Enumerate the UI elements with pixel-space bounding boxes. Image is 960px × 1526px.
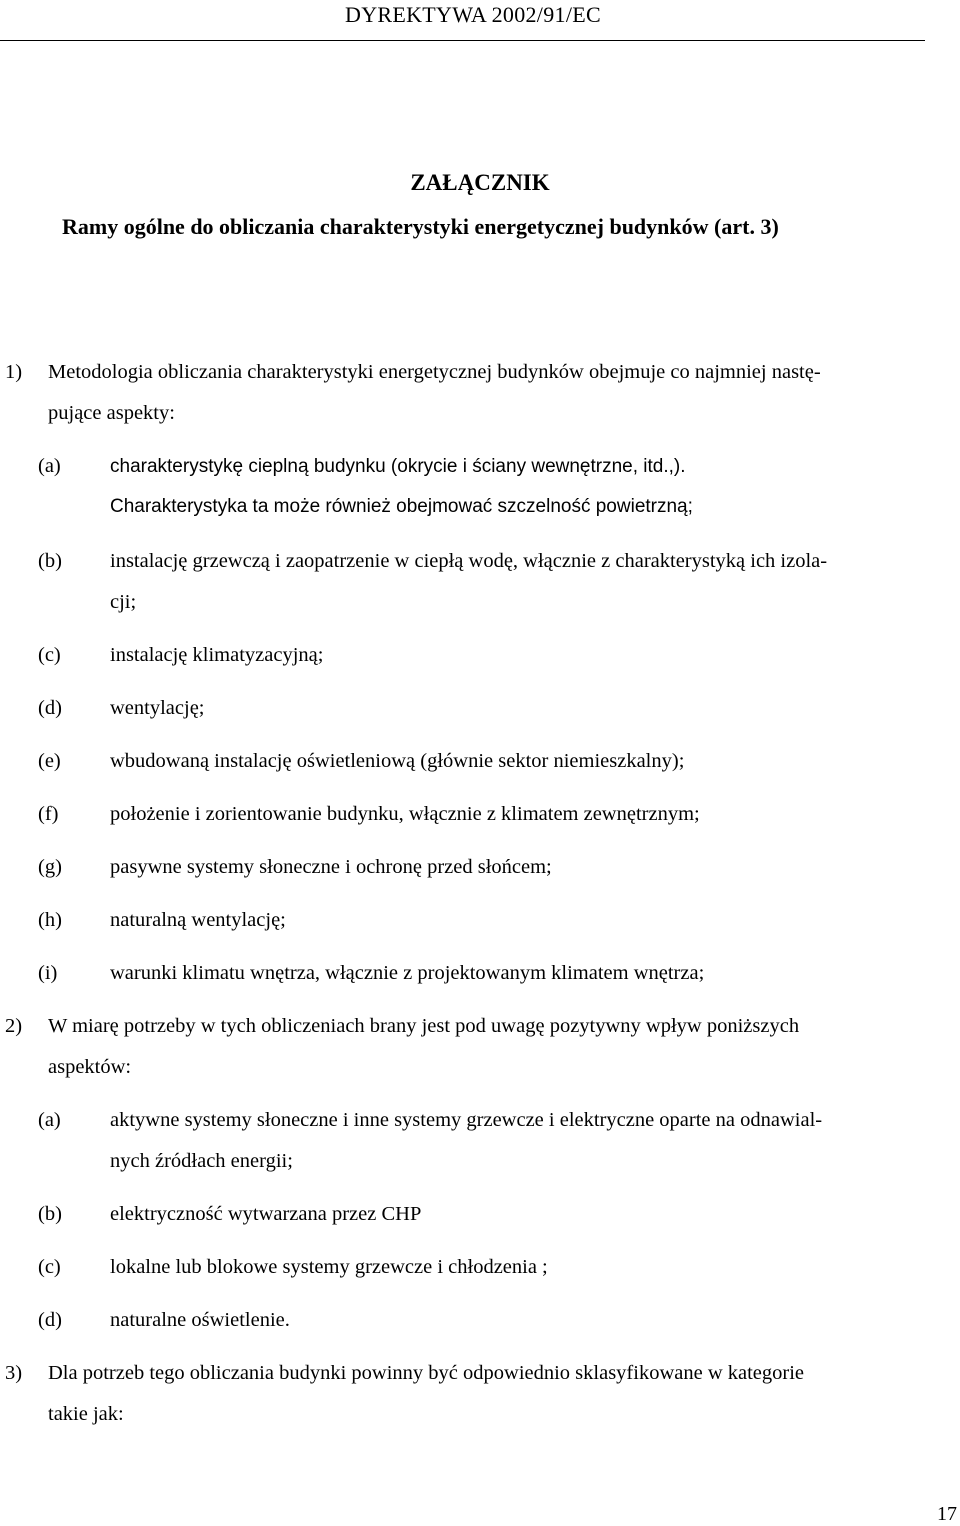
list-marker: (c) xyxy=(38,1256,61,1278)
annex-subtitle: Ramy ogólne do obliczania charakterystyki energetycznej budynków (art. 3) xyxy=(62,214,779,239)
section-intro-line: Dla potrzeb tego obliczania budynki powinny być odpowiednio sklasyfikowane w kategorie xyxy=(48,1362,805,1384)
list-marker: (c) xyxy=(38,644,61,666)
page-number: 17 xyxy=(937,1503,957,1525)
list-item-text: naturalne oświetlenie. xyxy=(110,1309,290,1331)
list-item-text: położenie i zorientowanie budynku, włącznie z klimatem zewnętrznym; xyxy=(110,803,700,825)
list-marker: (a) xyxy=(38,455,61,477)
list-item-text: charakterystykę cieplną budynku (okrycie i ściany wewnętrzne, itd.,). xyxy=(110,456,686,477)
list-marker: (b) xyxy=(38,550,62,572)
annex-title: ZAŁĄCZNIK xyxy=(410,170,550,195)
section-intro-line: Metodologia obliczania charakterystyki energetycznej budynków obejmuje co najmniej nastę- xyxy=(48,361,821,383)
list-item-text: Charakterystyka ta może również obejmować szczelność powietrzną; xyxy=(110,496,693,517)
document-header-title: DYREKTYWA 2002/91/EC xyxy=(345,2,601,27)
section-number: 1) xyxy=(5,361,23,383)
list-marker: (b) xyxy=(38,1203,62,1225)
list-marker: (d) xyxy=(38,1309,62,1331)
header-divider xyxy=(0,40,925,41)
list-item-text: warunki klimatu wnętrza, włącznie z projektowanym klimatem wnętrza; xyxy=(110,962,705,984)
list-marker: (a) xyxy=(38,1109,61,1131)
list-item-text: pasywne systemy słoneczne i ochronę przed słońcem; xyxy=(110,856,552,878)
section-intro-line: W miarę potrzeby w tych obliczeniach brany jest pod uwagę pozytywny wpływ poniższych xyxy=(48,1015,800,1037)
list-marker: (f) xyxy=(38,803,59,825)
section-number: 2) xyxy=(5,1015,23,1037)
section-intro-line: aspektów: xyxy=(48,1056,132,1078)
section-number: 3) xyxy=(5,1362,23,1384)
list-marker: (e) xyxy=(38,750,61,772)
list-item-text: nych źródłach energii; xyxy=(110,1150,293,1172)
list-item-text: cji; xyxy=(110,591,137,613)
list-marker: (d) xyxy=(38,697,62,719)
list-item-text: instalację klimatyzacyjną; xyxy=(110,644,324,666)
list-item-text: wbudowaną instalację oświetleniową (głównie sektor niemieszkalny); xyxy=(110,750,685,772)
list-item-text: elektryczność wytwarzana przez CHP xyxy=(110,1203,422,1225)
section-intro-line: takie jak: xyxy=(48,1403,124,1425)
list-marker: (i) xyxy=(38,962,58,984)
list-marker: (g) xyxy=(38,856,62,878)
list-marker: (h) xyxy=(38,909,62,931)
list-item-text: aktywne systemy słoneczne i inne systemy grzewcze i elektryczne oparte na odnawial- xyxy=(110,1109,823,1131)
list-item-text: naturalną wentylację; xyxy=(110,909,286,931)
list-item-text: lokalne lub blokowe systemy grzewcze i chłodzenia ; xyxy=(110,1256,548,1278)
section-intro-line: pujące aspekty: xyxy=(48,402,175,424)
list-item-text: wentylację; xyxy=(110,697,205,719)
list-item-text: instalację grzewczą i zaopatrzenie w ciepłą wodę, włącznie z charakterystyką ich izola- xyxy=(110,550,828,572)
